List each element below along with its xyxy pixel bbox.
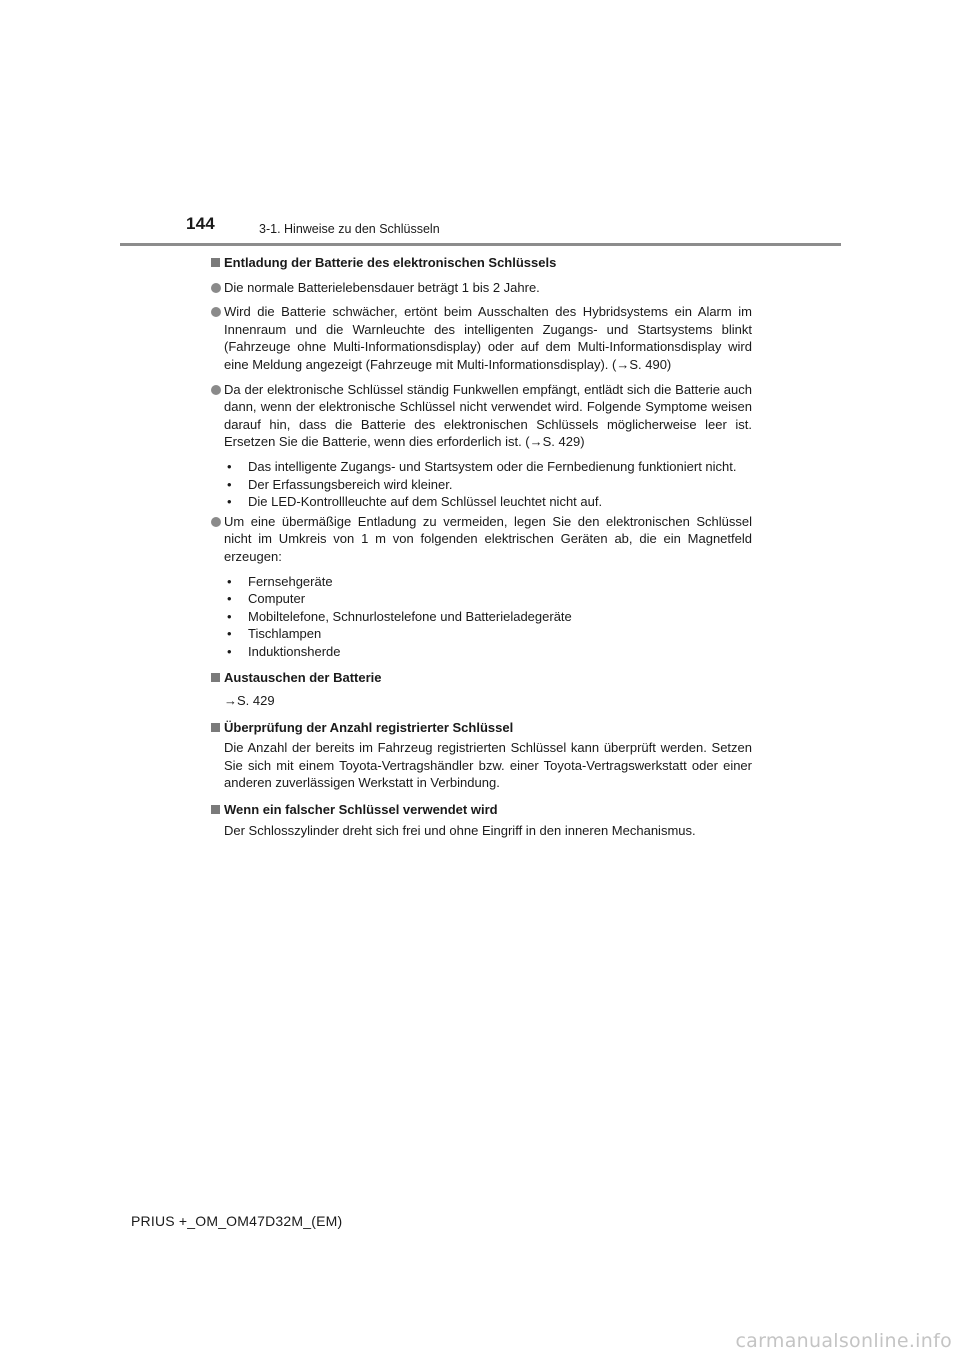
list-item — [224, 625, 752, 643]
page-content — [210, 254, 752, 839]
list-marker: • — [227, 573, 232, 589]
device-list — [210, 573, 752, 661]
square-marker-icon — [211, 723, 220, 732]
square-marker-icon — [211, 805, 220, 814]
list-item — [224, 590, 752, 608]
heading-text: Wenn ein falscher Schlüssel verwendet wird — [224, 802, 498, 818]
list-marker: • — [227, 591, 232, 607]
bullet-dot-icon — [211, 283, 221, 293]
bullet-item — [210, 279, 752, 297]
page-reference: →S. 429 — [224, 693, 275, 709]
section-title: 3-1. Hinweise zu den Schlüsseln — [259, 222, 440, 236]
watermark: carmanualsonline.info — [735, 1330, 952, 1352]
bullet-dot-icon — [211, 517, 221, 527]
bullet-item — [210, 381, 752, 451]
heading-wrong-key — [210, 801, 752, 819]
square-marker-icon — [211, 258, 220, 267]
heading-battery-discharge — [210, 254, 752, 272]
list-marker: • — [227, 494, 232, 510]
list-marker: • — [227, 458, 232, 474]
list-item-text: Das intelligente Zugangs- und Startsystem oder die Fernbedienung funktioniert nicht. — [248, 458, 737, 474]
list-item — [224, 608, 752, 626]
heading-replace-battery — [210, 669, 752, 687]
list-marker: • — [227, 643, 232, 659]
bullet-item — [210, 513, 752, 566]
list-item — [224, 643, 752, 661]
bullet-text: Da der elektronische Schlüssel ständig Funkwellen empfängt, entlädt sich die Batterie auch dann, wenn der elektronische Schlüssel nicht verwendet wird. Folgende Symptome weisen darauf hin, dass die Batterie des elektronischen Schlüssels möglicherweise leer ist. Ersetzen Sie die Batterie, wenn dies erforderlich ist. (→S. 429) — [224, 381, 752, 450]
list-item — [224, 458, 752, 476]
square-marker-icon — [211, 673, 220, 682]
list-item-text: Die LED-Kontrollleuchte auf dem Schlüssel leuchtet nicht auf. — [248, 494, 603, 510]
bullet-dot-icon — [211, 307, 221, 317]
page-number: 144 — [186, 214, 215, 233]
list-item — [224, 476, 752, 494]
list-item-text: Fernsehgeräte — [248, 573, 333, 589]
list-item-text: Tischlampen — [248, 626, 322, 642]
footer-doc-code: PRIUS +_OM_OM47D32M_(EM) — [131, 1213, 343, 1229]
bullet-dot-icon — [211, 385, 221, 395]
bullet-item — [210, 303, 752, 373]
bullet-text: Wird die Batterie schwächer, ertönt beim Ausschalten des Hybridsystems ein Alarm im Innenraum und die Warnleuchte des intelligenten Zugangs- und Startsystems blinkt (Fahrzeuge ohne Multi-Informationsdisplay) oder auf dem Multi-Informationsdisplay wird eine Meldung angezeigt (Fahrzeuge mit Multi-Informationsdisplay). (→S. 490) — [224, 304, 752, 372]
heading-text: Überprüfung der Anzahl registrierter Schlüssel — [224, 719, 514, 735]
symptom-list — [210, 458, 752, 511]
list-item-text: Computer — [248, 591, 306, 607]
heading-text: Entladung der Batterie des elektronischen Schlüssels — [224, 255, 557, 270]
list-item-text: Induktionsherde — [248, 643, 341, 659]
paragraph: Der Schlosszylinder dreht sich frei und ohne Eingriff in den inneren Mechanismus. — [224, 822, 696, 838]
heading-text: Austauschen der Batterie — [224, 670, 382, 686]
paragraph: Die Anzahl der bereits im Fahrzeug registrierten Schlüssel kann überprüft werden. Setzen Sie sich mit einem Toyota-Vertragshändler bzw. einer Toyota-Vertragswerkstatt oder einer anderen zuverlässigen Werkstatt in Verbindung. — [224, 740, 752, 791]
header-rule — [120, 243, 841, 246]
heading-check-registered-keys — [210, 719, 752, 737]
list-marker: • — [227, 608, 232, 624]
list-item — [224, 493, 752, 511]
bullet-text: Die normale Batterielebensdauer beträgt 1 bis 2 Jahre. — [224, 279, 540, 295]
list-marker: • — [227, 476, 232, 492]
list-marker: • — [227, 626, 232, 642]
bullet-text: Um eine übermäßige Entladung zu vermeiden, legen Sie den elektronischen Schlüssel nicht im Umkreis von 1 m von folgenden elektrischen Geräten ab, die ein Magnetfeld erzeugen: — [224, 513, 752, 564]
list-item — [224, 573, 752, 591]
list-item-text: Mobiltelefone, Schnurlostelefone und Batterieladegeräte — [248, 608, 572, 624]
list-item-text: Der Erfassungsbereich wird kleiner. — [248, 476, 453, 492]
